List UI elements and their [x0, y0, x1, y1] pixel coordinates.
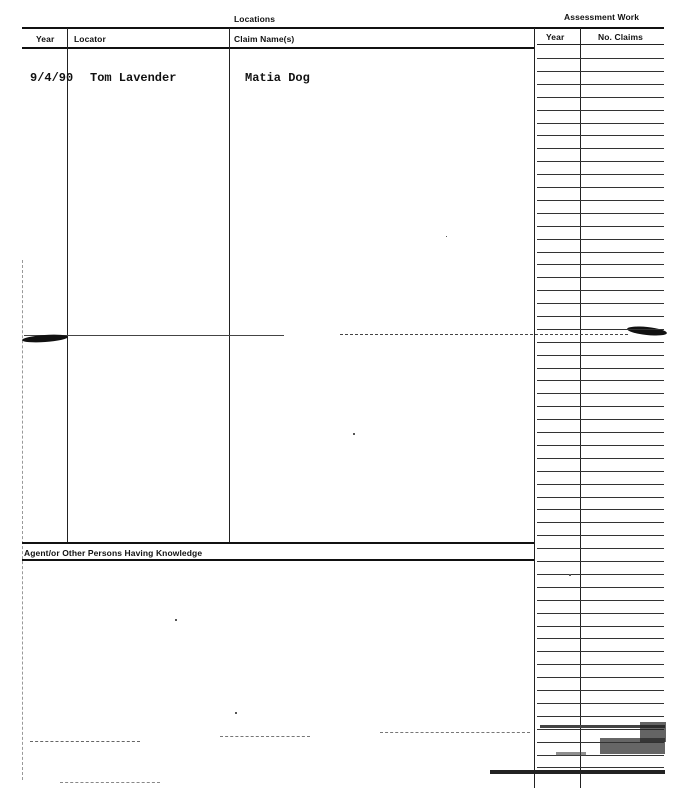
agent-section-label: Agent/or Other Persons Having Knowledge [24, 548, 203, 558]
locator-divider [67, 28, 68, 543]
aw-row-line [537, 626, 664, 627]
aw-row-line [537, 613, 664, 614]
aw-column-divider [580, 28, 581, 788]
aw-row-line [537, 497, 664, 498]
agent-label-underline [22, 559, 534, 561]
aw-row-line [537, 716, 664, 717]
aw-row-line [537, 71, 664, 72]
mid-separator-right [340, 334, 628, 335]
aw-row-line [537, 600, 664, 601]
aw-row-line [537, 174, 664, 175]
aw-row-line [537, 239, 664, 240]
locations-heading: Locations [234, 14, 276, 24]
aw-row-line [537, 677, 664, 678]
aw-row-line [537, 380, 664, 381]
aw-row-line [537, 638, 664, 639]
aw-row-line [537, 187, 664, 188]
entry-locator: Tom Lavender [90, 71, 177, 85]
aw-row-line [537, 123, 664, 124]
aw-row-line [537, 548, 664, 549]
entry-year: 9/4/90 [30, 71, 74, 85]
aw-row-line [537, 574, 664, 575]
aw-row-line [537, 277, 664, 278]
aw-row-line [537, 161, 664, 162]
aw-row-line [537, 561, 664, 562]
aw-row-line [537, 148, 664, 149]
aw-row-line [537, 767, 664, 768]
aw-row-line [537, 458, 664, 459]
aw-row-line [537, 484, 664, 485]
aw-year-column-header: Year [546, 32, 565, 42]
aw-row-line [537, 303, 664, 304]
aw-row-line [537, 690, 664, 691]
aw-row-line [537, 200, 664, 201]
aw-row-line [537, 368, 664, 369]
table-bottom-line [22, 542, 534, 544]
claim-names-column-header: Claim Name(s) [234, 34, 295, 44]
aw-row-line [537, 264, 664, 265]
aw-row-line [537, 432, 664, 433]
top-border [22, 27, 664, 29]
header-underline [22, 47, 534, 49]
table-right-border [534, 28, 535, 788]
aw-row-line [537, 419, 664, 420]
aw-row-line [537, 226, 664, 227]
aw-row-line [537, 290, 664, 291]
entry-claim-name: Matia Dog [245, 71, 310, 85]
aw-row-line [537, 213, 664, 214]
aw-row-line [537, 316, 664, 317]
aw-row-line [537, 509, 664, 510]
aw-row-line [537, 587, 664, 588]
aw-row-line [537, 535, 664, 536]
aw-row-line [537, 703, 664, 704]
aw-row-line [537, 110, 664, 111]
aw-row-line [537, 664, 664, 665]
aw-row-line [537, 329, 664, 330]
aw-row-line [537, 406, 664, 407]
aw-row-line [537, 58, 664, 59]
aw-row-line [537, 445, 664, 446]
aw-row-line [537, 252, 664, 253]
aw-row-line [537, 471, 664, 472]
locator-column-header: Locator [74, 34, 106, 44]
assessment-work-heading: Assessment Work [564, 12, 640, 22]
right-bracket-mark [627, 325, 668, 337]
aw-row-line [537, 135, 664, 136]
aw-row-line [537, 651, 664, 652]
aw-row-line [537, 355, 664, 356]
claim-divider [229, 28, 230, 543]
aw-row-line [537, 84, 664, 85]
aw-row-line [537, 522, 664, 523]
aw-row-line [537, 393, 664, 394]
year-column-header: Year [36, 34, 55, 44]
aw-row-line [537, 97, 664, 98]
aw-header-underline [537, 44, 664, 45]
aw-row-line [537, 342, 664, 343]
aw-no-claims-column-header: No. Claims [598, 32, 643, 42]
